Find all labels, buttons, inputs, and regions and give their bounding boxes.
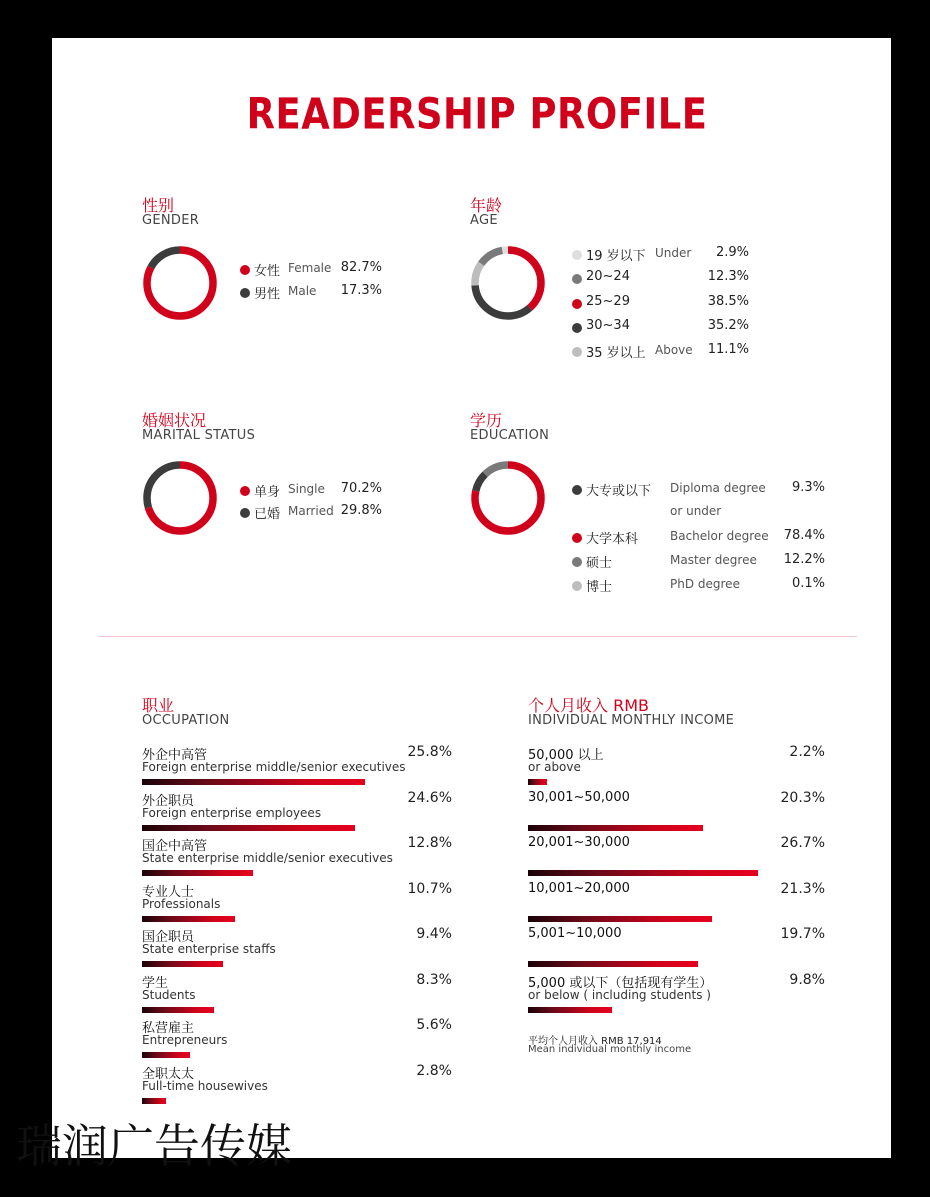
income-item-label-cn: 30,001~50,000 xyxy=(528,789,630,805)
age-title-en: AGE xyxy=(470,213,498,228)
income-item-label-cn: 5,000 或以下（包括现有学生） xyxy=(528,975,713,991)
education-legend-label-en: Master degree xyxy=(670,553,757,567)
occupation-bar-5 xyxy=(142,1007,214,1013)
age-legend-label-cn: 20~24 xyxy=(586,269,630,285)
education-legend-value: 12.2% xyxy=(783,552,825,567)
gender-legend-value: 82.7% xyxy=(340,260,382,275)
marital-legend-dot-0 xyxy=(240,486,250,496)
marital-donut-chart xyxy=(142,460,218,536)
gender-title-en: GENDER xyxy=(142,213,200,228)
occupation-item-value: 10.7% xyxy=(407,880,452,897)
education-legend-value: 9.3% xyxy=(791,480,825,495)
occupation-bar-6 xyxy=(142,1052,190,1058)
income-bar-5 xyxy=(528,1007,612,1013)
income-item-label-en: or above xyxy=(528,760,581,774)
income-bar-3 xyxy=(528,916,712,922)
occupation-item-value: 12.8% xyxy=(407,835,452,851)
occupation-item-label-cn: 外企中高管 xyxy=(142,748,208,763)
income-item-value: 2.2% xyxy=(789,744,825,760)
marital-legend-value: 29.8% xyxy=(340,503,382,518)
occupation-item-label-en: Students xyxy=(142,987,196,1002)
education-legend-label-en: Diploma degree xyxy=(670,481,766,495)
occupation-item-label-cn: 学生 xyxy=(142,975,169,991)
occupation-item-label-cn: 专业人士 xyxy=(142,884,195,900)
occupation-item-label-cn: 私营雇主 xyxy=(142,1021,195,1036)
gender-title-cn: 性别 xyxy=(142,196,175,215)
education-legend-label-cn: 大专或以下 xyxy=(586,484,652,499)
income-item-label-cn: 20,001~30,000 xyxy=(528,835,630,850)
education-legend-label-cn: 硕士 xyxy=(586,556,613,571)
age-legend-dot-3 xyxy=(572,323,582,333)
education-title-cn: 学历 xyxy=(470,411,503,430)
education-legend-dot-1 xyxy=(572,533,582,543)
occupation-item-label-cn: 国企职员 xyxy=(142,930,195,945)
marital-legend-value: 70.2% xyxy=(340,481,382,496)
income-item-value: 9.8% xyxy=(789,971,825,988)
income-title-en: INDIVIDUAL MONTHLY INCOME xyxy=(528,713,735,728)
page xyxy=(52,38,891,1158)
age-legend-value: 11.1% xyxy=(707,342,749,358)
age-legend-value: 38.5% xyxy=(707,293,749,309)
education-legend-label-cn: 大学本科 xyxy=(586,532,639,547)
income-item-value: 21.3% xyxy=(780,880,825,897)
occupation-item-label-cn: 全职太太 xyxy=(142,1066,195,1082)
gender-legend-label-en: Female xyxy=(288,261,332,275)
occupation-item-label-en: Foreign enterprise middle/senior executives xyxy=(142,760,406,774)
income-item-value: 26.7% xyxy=(780,835,825,851)
occupation-item-value: 2.8% xyxy=(416,1062,452,1079)
occupation-item-label-cn: 国企中高管 xyxy=(142,839,208,854)
occupation-item-value: 8.3% xyxy=(416,971,452,988)
education-title-en: EDUCATION xyxy=(470,428,550,443)
marital-legend-label-en: Single xyxy=(288,482,325,496)
age-legend-dot-0 xyxy=(572,250,582,260)
income-title-cn: 个人月收入 RMB xyxy=(528,696,649,715)
income-item-value: 20.3% xyxy=(780,789,825,806)
gender-legend-label-cn: 男性 xyxy=(254,287,281,302)
gender-legend-label-en: Male xyxy=(288,284,317,298)
occupation-item-label-en: State enterprise staffs xyxy=(142,942,276,956)
education-legend-dot-0 xyxy=(572,485,582,495)
marital-legend-label-cn: 单身 xyxy=(254,485,281,500)
education-legend-value: 78.4% xyxy=(783,528,825,543)
age-legend-dot-1 xyxy=(572,274,582,284)
age-legend-label-en: Under xyxy=(655,246,692,260)
age-donut-chart xyxy=(470,245,546,321)
marital-legend-dot-1 xyxy=(240,508,250,518)
occupation-bar-7 xyxy=(142,1098,166,1104)
age-legend-label-cn: 35 岁以上 xyxy=(586,346,646,362)
occupation-item-label-cn: 外企职员 xyxy=(142,793,195,809)
age-legend-value: 2.9% xyxy=(715,245,749,260)
income-bar-4 xyxy=(528,961,698,967)
education-legend-label-en: Bachelor degree xyxy=(670,529,769,543)
occupation-bar-3 xyxy=(142,916,235,922)
occupation-item-label-en: State enterprise middle/senior executives xyxy=(142,851,393,865)
age-legend-label-cn: 25~29 xyxy=(586,293,630,309)
age-legend-value: 35.2% xyxy=(707,317,749,333)
income-item-label-cn: 5,001~10,000 xyxy=(528,926,622,941)
age-title-cn: 年龄 xyxy=(470,196,503,215)
education-legend-label-en2: or under xyxy=(670,504,722,518)
income-bar-1 xyxy=(528,825,703,831)
occupation-bar-2 xyxy=(142,870,253,876)
income-item-label-cn: 50,000 以上 xyxy=(528,748,604,763)
income-bar-0 xyxy=(528,779,547,785)
education-legend-value: 0.1% xyxy=(791,576,825,591)
occupation-title-cn: 职业 xyxy=(142,696,175,715)
occupation-bar-4 xyxy=(142,961,223,967)
gender-donut-chart xyxy=(142,245,218,321)
education-donut-chart xyxy=(470,460,546,536)
marital-legend-label-en: Married xyxy=(288,504,334,518)
education-legend-label-en: PhD degree xyxy=(670,577,740,591)
occupation-title-en: OCCUPATION xyxy=(142,713,230,728)
marital-title-cn: 婚姻状况 xyxy=(142,411,207,430)
age-legend-dot-4 xyxy=(572,347,582,357)
occupation-item-value: 25.8% xyxy=(407,744,452,760)
income-item-label-cn: 10,001~20,000 xyxy=(528,880,630,896)
age-legend-label-cn: 19 岁以下 xyxy=(586,249,646,264)
education-legend-dot-3 xyxy=(572,581,582,591)
occupation-bar-0 xyxy=(142,779,365,785)
education-legend-dot-2 xyxy=(572,557,582,567)
gender-legend-dot-1 xyxy=(240,288,250,298)
mean-income-cn: 平均个人月收入 RMB 17,914 xyxy=(528,1036,662,1047)
marital-title-en: MARITAL STATUS xyxy=(142,428,256,443)
section-divider xyxy=(99,636,857,637)
gender-legend-dot-0 xyxy=(240,265,250,275)
age-legend-value: 12.3% xyxy=(707,269,749,285)
marital-legend-label-cn: 已婚 xyxy=(254,507,281,522)
occupation-item-value: 9.4% xyxy=(416,926,452,942)
age-legend-dot-2 xyxy=(572,299,582,309)
occupation-item-label-en: Full-time housewives xyxy=(142,1078,268,1093)
occupation-item-value: 24.6% xyxy=(407,789,452,806)
income-bar-2 xyxy=(528,870,758,876)
age-legend-label-en: Above xyxy=(655,343,693,358)
occupation-item-value: 5.6% xyxy=(416,1017,452,1033)
mean-income-en: Mean individual monthly income xyxy=(528,1044,692,1055)
occupation-item-label-en: Professionals xyxy=(142,896,221,911)
occupation-item-label-en: Foreign enterprise employees xyxy=(142,805,322,820)
age-legend-label-cn: 30~34 xyxy=(586,317,630,333)
income-item-label-en: or below ( including students ) xyxy=(528,987,711,1002)
gender-legend-value: 17.3% xyxy=(340,283,382,298)
occupation-bar-1 xyxy=(142,825,355,831)
occupation-item-label-en: Entrepreneurs xyxy=(142,1033,228,1047)
watermark-text: 瑞润广告传媒 xyxy=(16,1119,292,1173)
education-legend-label-cn: 博士 xyxy=(586,580,613,595)
page-title: READERSHIP PROFILE xyxy=(246,88,708,140)
income-item-value: 19.7% xyxy=(780,926,825,942)
gender-legend-label-cn: 女性 xyxy=(254,264,281,279)
